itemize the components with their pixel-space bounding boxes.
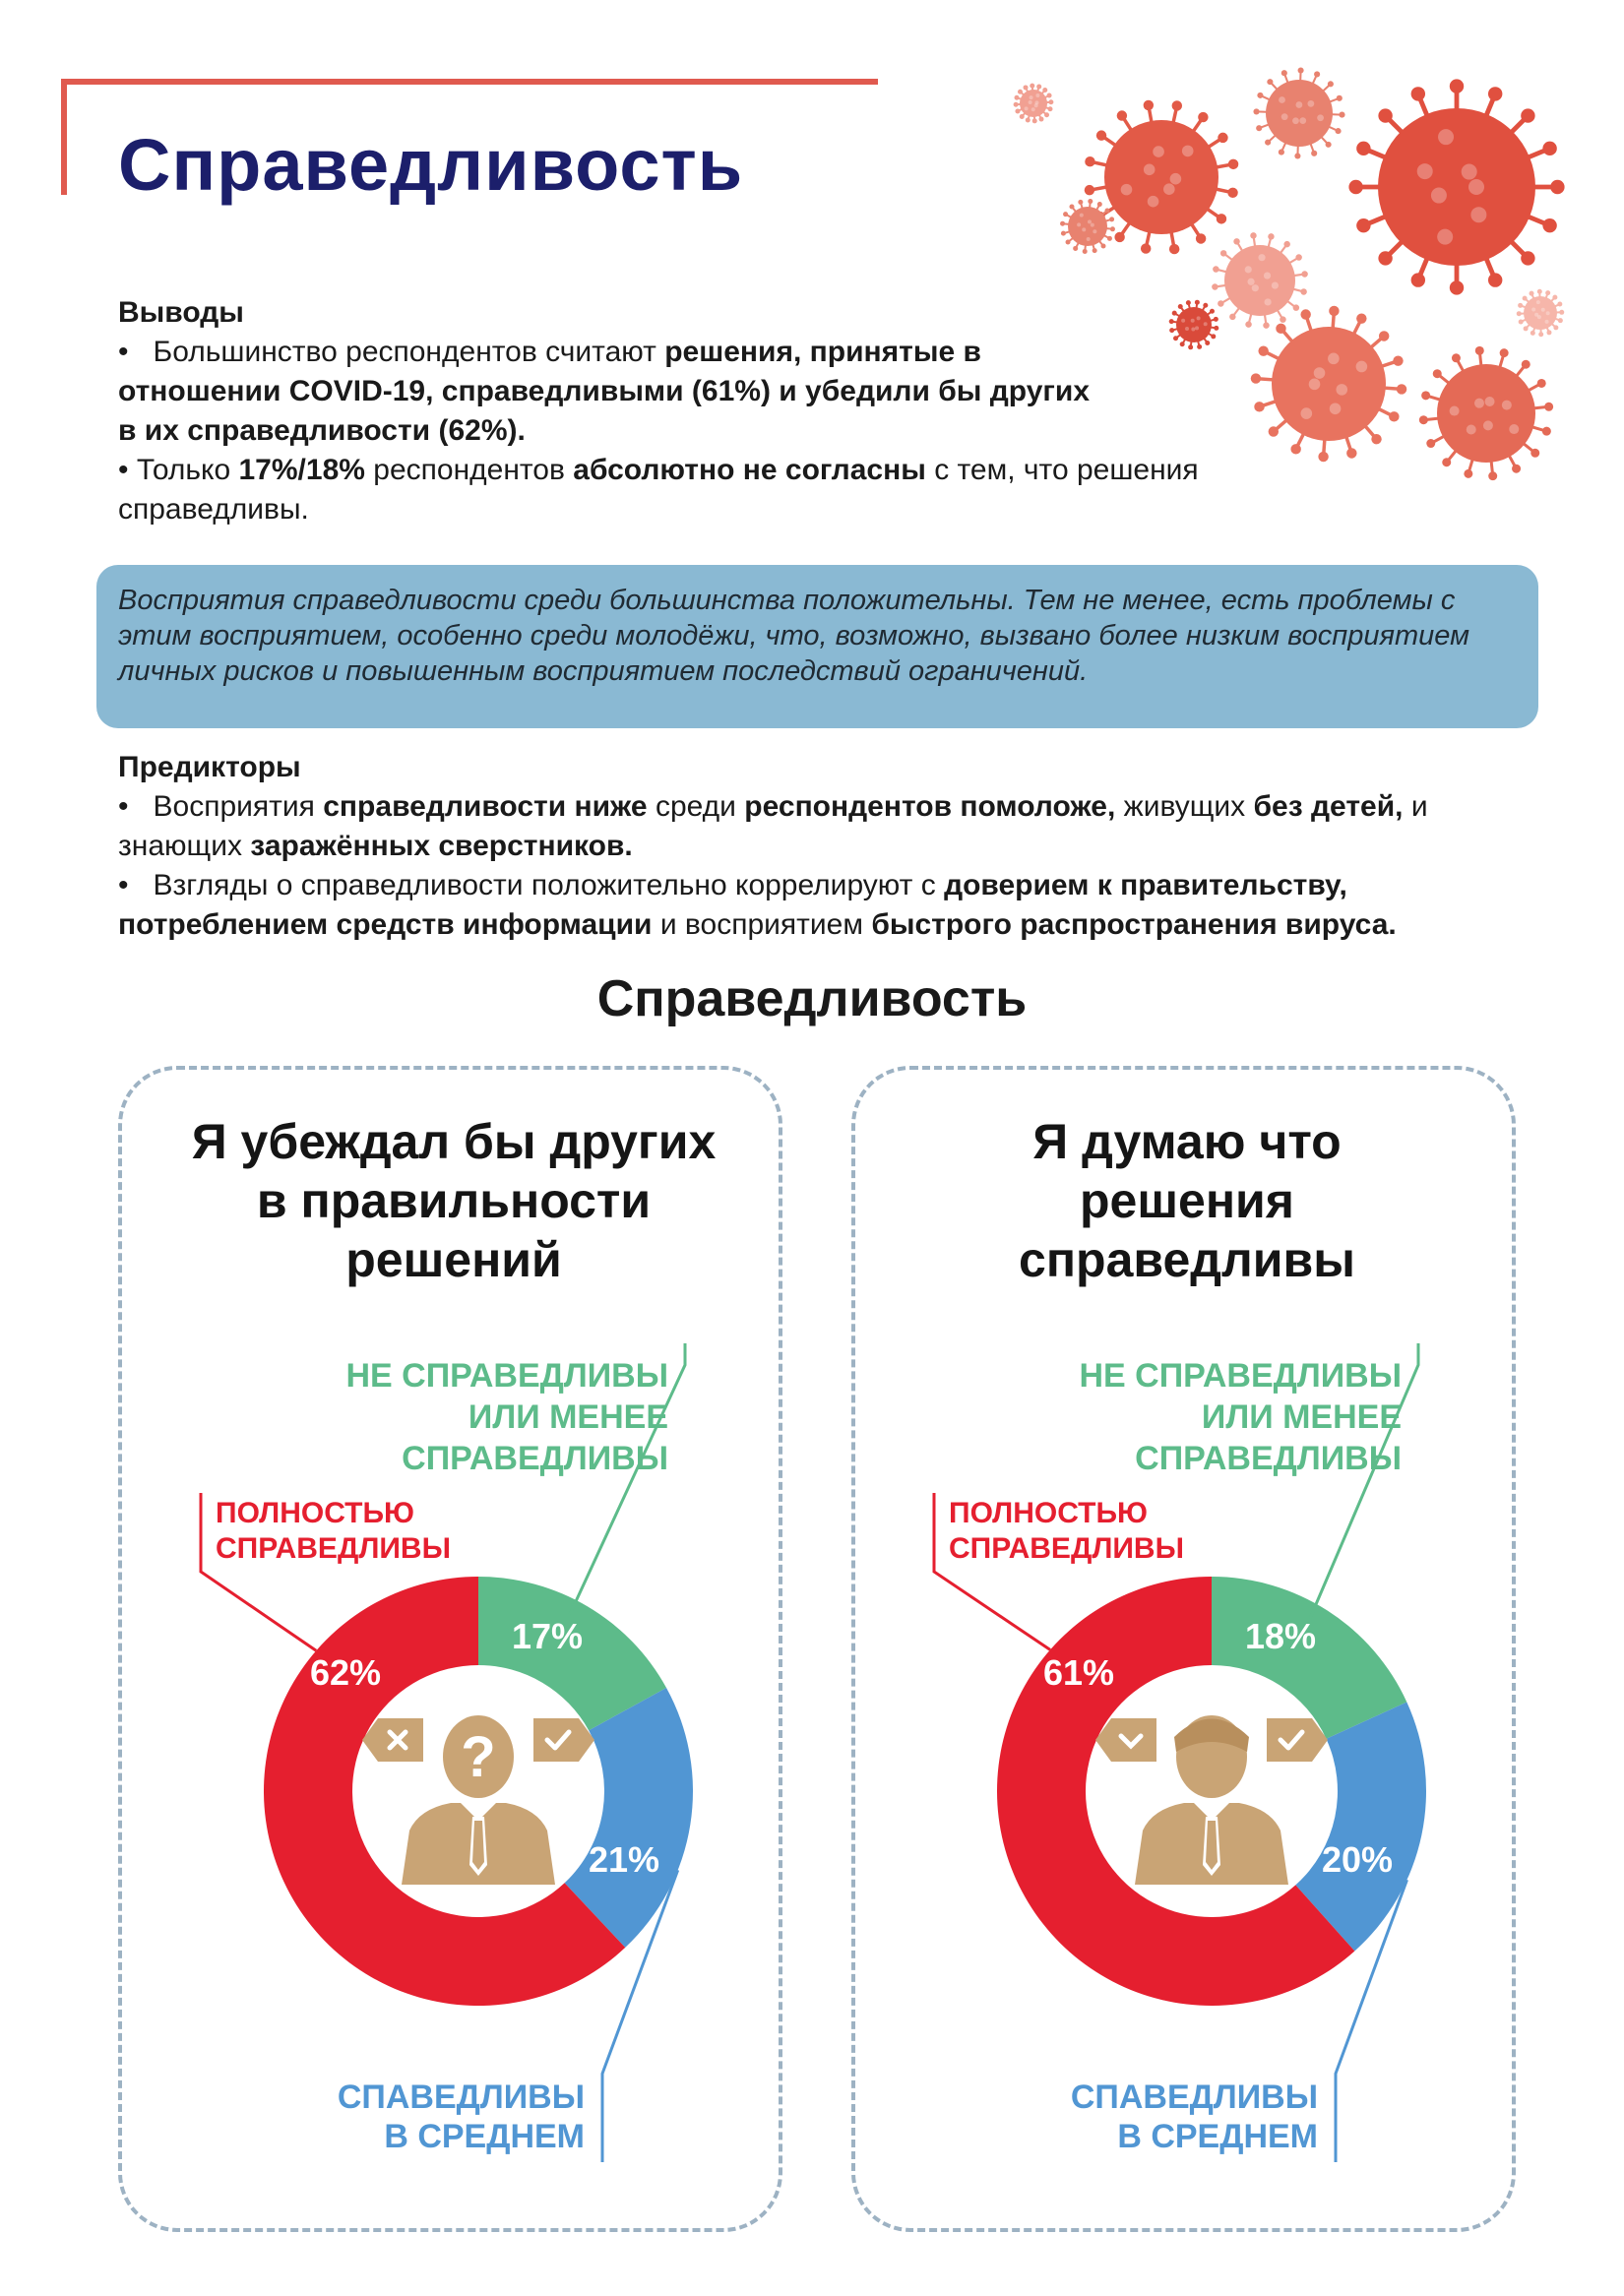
data-label: 17% (511, 1616, 584, 1656)
virus-icon (1014, 84, 1054, 124)
label-not-fair: НЕ СПРАВЕДЛИВЫ (1079, 1357, 1402, 1395)
data-label: 21% (588, 1839, 660, 1880)
bullet-icon: • (118, 790, 129, 823)
panel-question-line: решения (1080, 1173, 1294, 1228)
label-fully-fair: ПОЛНОСТЬЮ (216, 1497, 414, 1529)
virus-icon (1348, 79, 1564, 294)
svg-text:?: ? (461, 1725, 496, 1789)
infographic-title: Справедливость (596, 970, 1028, 1027)
predictor-item-1 (118, 787, 1516, 866)
panel-question-line: справедливы (1019, 1232, 1355, 1287)
conclusion-1-emphasis: решения, принятые в отношении COVID-19, справедливыми (61%) и убедили бы других в их справедливости (62%). (118, 336, 1091, 447)
predictor-2-emphasis-b: быстрого распространения вируса. (871, 908, 1397, 941)
bullet-icon: • (118, 454, 129, 486)
predictor-1-text-b: среди (655, 790, 736, 823)
bullet-icon: • (118, 869, 129, 901)
panel-persuade (118, 1066, 782, 2232)
virus-icon (1253, 67, 1344, 158)
panel-question-line: Я думаю что (1032, 1114, 1342, 1169)
predictor-1-emphasis-c: без детей, (1253, 790, 1404, 823)
predictor-2-text-a: Взгляды о справедливости положительно коррелируют с (153, 869, 936, 901)
virus-icon (1517, 289, 1564, 337)
conclusion-item-1 (118, 333, 1112, 451)
label-not-fair: ИЛИ МЕНЕЕ (468, 1398, 668, 1436)
predictors-section (118, 748, 1496, 945)
label-not-fair: НЕ СПРАВЕДЛИВЫ (345, 1357, 668, 1395)
donut-chart-persuade (122, 1070, 786, 2236)
predictor-2-emphasis-a: доверием к правительству, потреблением средств информации (118, 869, 1347, 941)
page-title: Справедливость (118, 124, 744, 206)
data-label: 20% (1321, 1839, 1394, 1880)
data-label: 18% (1244, 1616, 1317, 1656)
label-not-fair: СПРАВЕДЛИВЫ (1135, 1440, 1402, 1477)
predictor-1-text-c: живущих (1123, 790, 1246, 823)
callout-box (96, 565, 1538, 728)
label-not-fair: СПРАВЕДЛИВЫ (402, 1440, 668, 1477)
predictor-item-2 (118, 866, 1535, 945)
panel-question-line: Я убеждал бы других (191, 1114, 717, 1169)
predictors-heading: Предикторы (118, 751, 301, 783)
predictor-1-emphasis-d: заражённых сверстников. (250, 830, 633, 862)
predictor-1-emphasis-b: респондентов помоложе, (744, 790, 1116, 823)
bullet-icon: • (118, 336, 129, 368)
data-label: 62% (309, 1652, 382, 1693)
label-fair-on-average: В СРЕДНЕМ (384, 2118, 585, 2155)
label-fair-on-average: В СРЕДНЕМ (1117, 2118, 1318, 2155)
label-not-fair: ИЛИ МЕНЕЕ (1201, 1398, 1402, 1436)
label-fair-on-average: СПАВЕДЛИВЫ (337, 2079, 585, 2116)
conclusion-2-emphasis-a: 17%/18% (238, 454, 365, 486)
label-fair-on-average: СПАВЕДЛИВЫ (1070, 2079, 1318, 2116)
conclusions-section (118, 293, 1496, 529)
data-label: 61% (1042, 1652, 1115, 1693)
header-accent-bar (61, 79, 67, 195)
conclusion-2-emphasis-b: абсолютно не согласны (573, 454, 926, 486)
virus-icon (1060, 199, 1115, 254)
conclusions-heading: Выводы (118, 296, 244, 329)
questioning-person-icon (362, 1715, 594, 1885)
donut-chart-fair (855, 1070, 1520, 2236)
slice-not-fair (1212, 1577, 1406, 1739)
predictor-2-text-b: и восприятием (659, 908, 863, 941)
virus-icon (1085, 100, 1239, 255)
conclusion-item-2 (118, 451, 1348, 529)
approving-person-icon (1095, 1715, 1328, 1885)
panel-question-line: в правильности (256, 1173, 652, 1228)
conclusion-2-text-b: респондентов (373, 454, 565, 486)
panel-fair (851, 1066, 1516, 2232)
predictor-1-text-a: Восприятия (153, 790, 315, 823)
panel-question-line: решений (345, 1232, 562, 1287)
label-fully-fair: СПРАВЕДЛИВЫ (216, 1532, 451, 1565)
callout-text: Восприятия справедливости среди большинства положительны. Тем не менее, есть проблемы с этим восприятием, особенно среди молодёжи, что, возможно, вызвано более низким восприятием личных рисков и повышенным восприятием последствий ограничений. (118, 585, 1469, 687)
label-fully-fair: ПОЛНОСТЬЮ (949, 1497, 1148, 1529)
conclusion-2-text-c: с тем, что решения справедливы. (118, 454, 1199, 526)
predictor-1-emphasis-a: справедливости ниже (323, 790, 648, 823)
header-accent-line (61, 79, 878, 85)
conclusion-2-text-a: Только (136, 454, 231, 486)
conclusion-1-text: Большинство респондентов считают (153, 336, 656, 368)
predictor-1-text-d: и знающих (118, 790, 1428, 862)
label-fully-fair: СПРАВЕДЛИВЫ (949, 1532, 1184, 1565)
